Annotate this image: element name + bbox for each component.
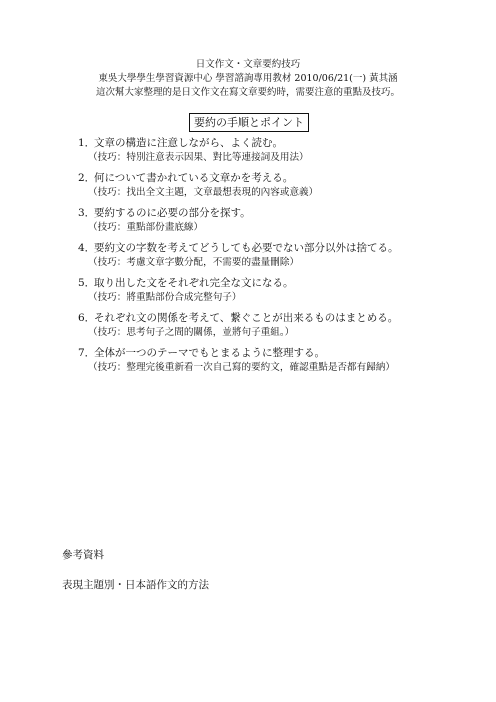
step-number: 4． <box>78 242 96 254</box>
step-number: 2． <box>78 172 96 184</box>
step-number: 6． <box>78 312 96 324</box>
list-item <box>78 346 488 375</box>
step-number: 3． <box>78 207 96 219</box>
step-japanese: 要約するのに必要の部分を探す。 <box>94 207 251 219</box>
reference-entry: 表現主題別・日本語作文的方法 <box>62 579 209 591</box>
step-japanese: 何について書かれている文章かを考える。 <box>94 172 294 184</box>
list-item <box>78 311 488 340</box>
document-source-line: 東吳大學學生學習資源中心 學習諮詢專用教材 2010/06/21(一) 黃其涵 <box>98 73 398 84</box>
step-tip: （技巧：重點部份畫底線） <box>88 222 204 233</box>
step-tip: （技巧：找出全文主題，文章最想表現的內容或意義） <box>88 187 319 198</box>
step-japanese: 全体が一つのテーマでもとまるように整理する。 <box>94 347 325 359</box>
references-heading: 參考資料 <box>62 549 104 561</box>
list-item <box>78 136 488 165</box>
list-item <box>78 276 488 305</box>
section-title: 要約の手順とポイント <box>189 113 309 132</box>
document-intro: 這次幫大家整理的是日文作文在寫文章要約時，需要注意的重點及技巧。 <box>95 87 400 98</box>
step-japanese: 文章の構造に注意しながら、よく読む。 <box>94 137 283 149</box>
step-number: 1． <box>78 137 96 149</box>
list-item <box>78 206 488 235</box>
step-text <box>78 171 488 186</box>
step-tip: （技巧：考慮文章字數分配，不需要的盡量刪除） <box>88 257 300 268</box>
document-title: 日文作文・文章要約技巧 <box>195 59 301 70</box>
step-japanese: それぞれ文の関係を考えて、繋ぐことが出来るものはまとめる。 <box>94 312 399 324</box>
steps-list <box>78 136 488 381</box>
list-item <box>78 241 488 270</box>
step-text <box>78 136 488 151</box>
step-japanese: 要約文の字数を考えてどうしても必要でない部分以外は捨てる。 <box>94 242 399 254</box>
step-text <box>78 346 488 361</box>
step-text <box>78 311 488 326</box>
step-text <box>78 276 488 291</box>
step-tip: （技巧：整理完後重新看一次自己寫的要約文，確認重點是否都有歸納） <box>88 362 395 373</box>
step-number: 7． <box>78 347 96 359</box>
step-text <box>78 241 488 256</box>
step-tip: （技巧：思考句子之間的關係，並將句子重組。） <box>88 327 295 338</box>
list-item <box>78 171 488 200</box>
step-tip: （技巧：特別注意表示因果、對比等連接詞及用法） <box>88 152 309 163</box>
step-number: 5． <box>78 277 96 289</box>
step-text <box>78 206 488 221</box>
step-tip: （技巧：將重點部份合成完整句子） <box>88 292 242 303</box>
step-japanese: 取り出した文をそれぞれ完全な文になる。 <box>94 277 294 289</box>
